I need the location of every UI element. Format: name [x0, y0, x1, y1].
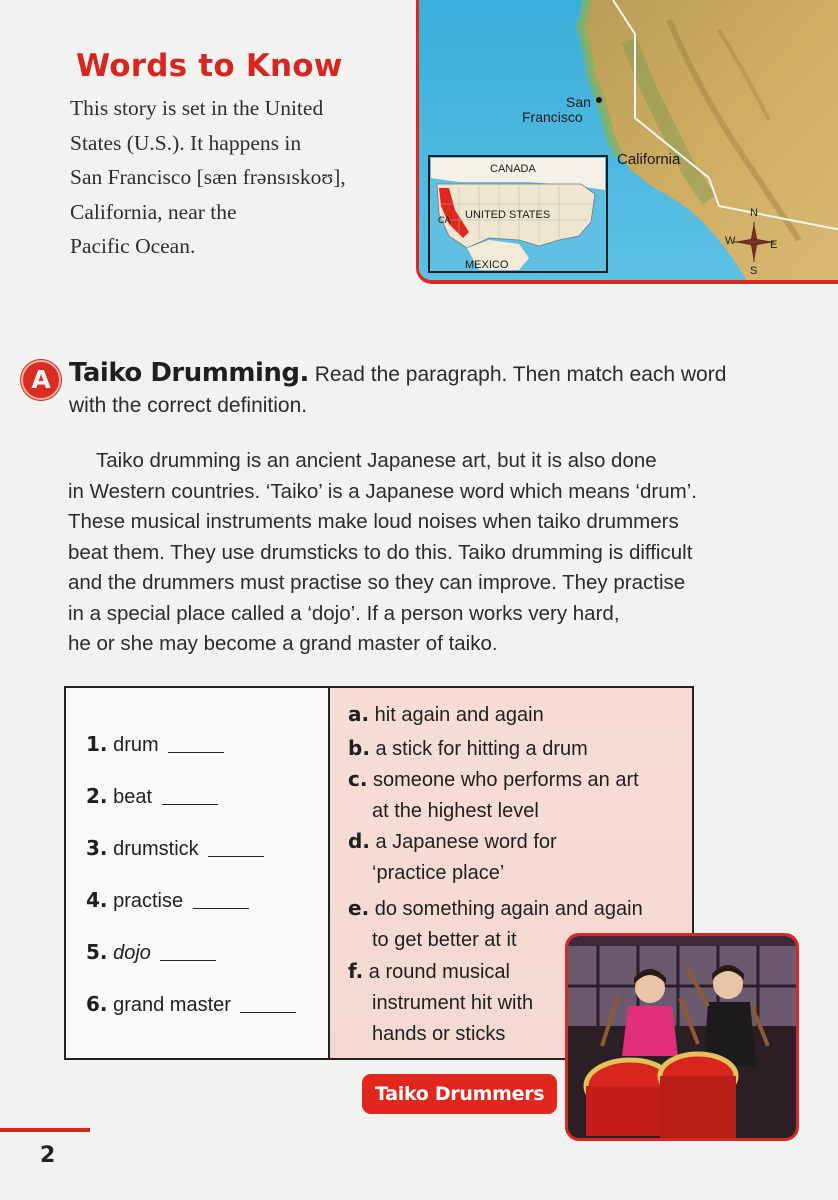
word-item: [86, 784, 218, 809]
words-to-know-line: Pacific Ocean.: [70, 234, 196, 258]
definition-text: a Japanese word for: [375, 831, 557, 853]
definition-text: instrument hit with: [372, 992, 534, 1014]
definition-letter: a.: [348, 702, 370, 726]
reading-paragraph: [68, 446, 768, 660]
inset-label-united-states: UNITED STATES: [465, 209, 551, 221]
word-item: [86, 940, 216, 965]
inset-label-mexico: MEXICO: [465, 259, 509, 271]
word-text: dojo: [113, 942, 151, 964]
compass-n: N: [750, 207, 758, 219]
answer-blank[interactable]: [160, 959, 216, 961]
definition-item: [348, 733, 588, 765]
definition-letter: d.: [348, 829, 370, 853]
words-to-know-line: San Francisco [sæn frənsɪskoʊ],: [70, 165, 346, 189]
answer-blank[interactable]: [208, 855, 264, 857]
words-to-know-text: [70, 91, 346, 264]
drum-icon: [586, 1054, 736, 1138]
definition-text: a stick for hitting a drum: [375, 738, 588, 760]
definition-text: to get better at it: [372, 929, 517, 951]
definition-item: [348, 699, 544, 731]
definition-text: someone who performs an art: [373, 769, 639, 791]
photo-caption: Taiko Drummers: [362, 1074, 557, 1114]
section-header: [69, 358, 769, 421]
word-item: [86, 732, 224, 757]
word-item: [86, 992, 296, 1017]
words-to-know-line: This story is set in the United: [70, 96, 324, 120]
word-item: [86, 836, 264, 861]
definition-text: hit again and again: [374, 704, 544, 726]
definition-item: [348, 956, 533, 1050]
word-number: 6.: [86, 992, 108, 1016]
definition-text: hands or sticks: [372, 1023, 506, 1045]
paragraph-line: in a special place called a ‘dojo’. If a person works very hard,: [68, 601, 620, 625]
compass-w: W: [725, 235, 736, 247]
definition-text: at the highest level: [372, 800, 539, 822]
definition-item: [348, 826, 557, 889]
word-number: 5.: [86, 940, 108, 964]
answer-blank[interactable]: [168, 751, 224, 753]
word-text: drum: [113, 734, 159, 756]
definition-letter: f.: [348, 959, 364, 983]
word-text: drumstick: [113, 838, 199, 860]
compass-e: E: [770, 239, 778, 251]
paragraph-line: and the drummers must practise so they can improve. They practise: [68, 571, 686, 594]
answer-blank[interactable]: [162, 803, 218, 805]
taiko-drummers-photo: [565, 933, 799, 1141]
words-to-know-line: California, near the: [70, 199, 237, 224]
paragraph-line: beat them. They use drumsticks to do this. Taiko drumming is difficult: [68, 540, 693, 564]
words-to-know-line: States (U.S.). It happens in: [70, 130, 302, 155]
page-number: 2: [40, 1143, 56, 1168]
definition-letter: e.: [348, 896, 370, 920]
answer-blank[interactable]: [193, 907, 249, 909]
paragraph-line: Taiko drumming is an ancient Japanese art, but it is also done: [96, 449, 657, 472]
word-text: grand master: [113, 994, 231, 1016]
words-column: [66, 688, 330, 1058]
answer-blank[interactable]: [240, 1011, 296, 1013]
map-label-california: California: [617, 151, 681, 168]
word-text: beat: [113, 786, 153, 808]
definition-letter: c.: [348, 767, 368, 791]
section-badge: A: [21, 360, 61, 400]
california-map: [416, 0, 838, 284]
word-number: 1.: [86, 732, 108, 756]
word-number: 3.: [86, 836, 108, 860]
words-to-know-title: Words to Know: [76, 48, 343, 84]
definition-text: ‘practice place’: [372, 862, 505, 884]
word-number: 2.: [86, 784, 108, 808]
definition-letter: b.: [348, 736, 370, 760]
definition-text: do something again and again: [374, 898, 643, 920]
page-number-rule: [0, 1128, 90, 1132]
inset-label-ca: CA: [438, 215, 451, 225]
compass-s: S: [750, 265, 758, 277]
definition-text: a round musical: [368, 961, 510, 983]
paragraph-line: in Western countries. ‘Taiko’ is a Japanese word which means ‘drum’.: [68, 479, 697, 503]
inset-label-canada: CANADA: [490, 163, 536, 175]
paragraph-line: These musical instruments make loud noises when taiko drummers: [68, 510, 679, 533]
word-number: 4.: [86, 888, 108, 912]
map-label-francisco: Francisco: [522, 109, 583, 125]
map-label-san: San: [566, 94, 591, 110]
definition-item: [348, 764, 639, 827]
paragraph-line: he or she may become a grand master of taiko.: [68, 632, 498, 655]
section-title: Taiko Drumming.: [69, 358, 309, 388]
word-text: practise: [113, 890, 184, 912]
section-instruction: Read the paragraph. Then match each word with the correct definition.: [69, 363, 727, 417]
word-item: [86, 888, 249, 913]
